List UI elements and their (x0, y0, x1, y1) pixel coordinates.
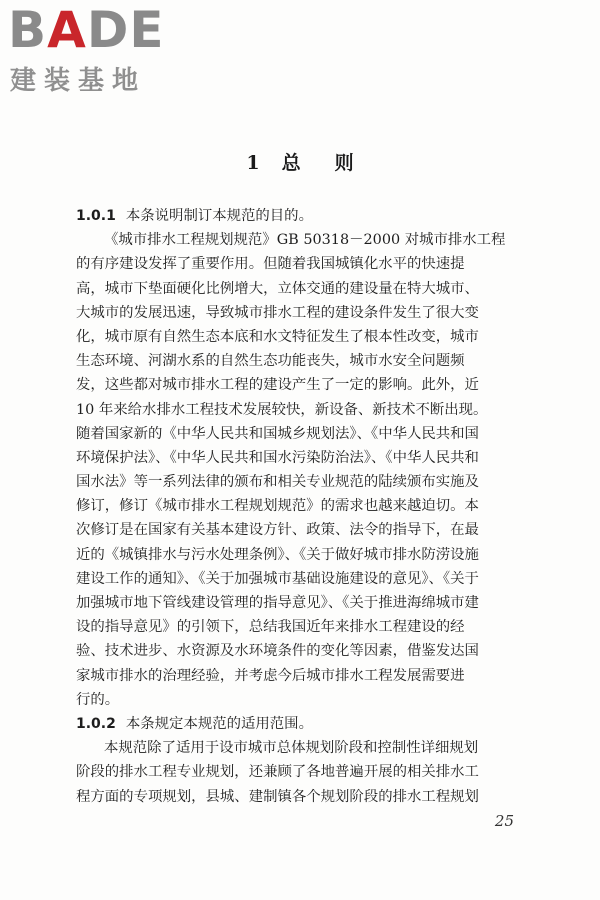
paragraph-line: 建设工作的通知》、《关于加强城市基础设施建设的意见》、《关于 (76, 570, 479, 587)
paragraph-line: 阶段的排水工程专业规划，还兼顾了各地普遍开展的相关排水工 (76, 764, 479, 781)
paragraph-line: 随着国家新的《中华人民共和国城乡规划法》、《中华人民共和国 (76, 425, 479, 442)
body-text (76, 204, 546, 809)
bade-logo (8, 1, 178, 96)
chapter-title (0, 148, 600, 175)
paragraph-line: 的有序建设发挥了重要作用。但随着我国城镇化水平的快速提 (76, 256, 465, 273)
paragraph-line: 程方面的专项规划，县城、建制镇各个规划阶段的排水工程规划 (76, 788, 479, 805)
chapter-title-char-2: 则 (334, 152, 354, 174)
clause-number: 1.0.1 (76, 208, 116, 224)
paragraph-line: 次修订是在国家有关基本建设方针、政策、法令的指导下，在最 (76, 522, 479, 539)
paragraph-line: 近的《城镇排水与污水处理条例》、《关于做好城市排水防涝设施 (76, 546, 479, 563)
paragraph-line: 《城市排水工程规划规范》GB 50318－2000 对城市排水工程 (104, 232, 506, 249)
paragraph-line: 发，这些都对城市排水工程的建设产生了一定的影响。此外，近 (76, 377, 479, 394)
clause-heading (76, 204, 546, 228)
clause-number: 1.0.2 (76, 715, 116, 732)
paragraph-line: 设的指导意见》的引领下，总结我国近年来排水工程建设的经 (76, 619, 465, 636)
paragraph-line: 修订，修订《城市排水工程规划规范》的需求也越来越迫切。本 (76, 498, 479, 515)
paragraph-line: 家城市排水的治理经验，并考虑今后城市排水工程发展需要进 (76, 667, 465, 684)
paragraph-line: 本规范除了适用于设市城市总体规划阶段和控制性详细规划 (104, 740, 479, 757)
logo-wordmark: BADE (8, 1, 165, 59)
paragraph-line: 验、技术进步、水资源及水环境条件的变化等因素，借鉴发达国 (76, 643, 479, 660)
paragraph-line: 生态环境、河湖水系的自然生态功能丧失，城市水安全问题频 (76, 353, 465, 370)
clause-heading (76, 712, 546, 736)
chapter-number: 1 (246, 152, 260, 174)
paragraph-line: 行的。 (76, 691, 120, 708)
paragraph-line: 化，城市原有自然生态本底和水文特征发生了根本性改变，城市 (76, 328, 479, 345)
clause-heading-text: 本条说明制订本规范的目的。 (125, 208, 313, 224)
paragraph-line: 10 年来给水排水工程技术发展较快，新设备、新技术不断出现。 (76, 401, 488, 418)
paragraph-line: 环境保护法》、《中华人民共和国水污染防治法》、《中华人民共和 (76, 449, 479, 466)
page-number: 25 (494, 812, 514, 830)
chapter-title-char-1: 总 (281, 152, 301, 174)
paragraph-line: 国水法》等一系列法律的颁布和相关专业规范的陆续颁布实施及 (76, 474, 479, 491)
logo-subtitle: 建装基地 (10, 66, 147, 96)
clause-heading-text: 本条规定本规范的适用范围。 (125, 715, 313, 732)
paragraph-line: 大城市的发展迅速，导致城市排水工程的建设条件发生了很大变 (76, 304, 479, 321)
paragraph-line: 加强城市地下管线建设管理的指导意见》、《关于推进海绵城市建 (76, 595, 479, 611)
paragraph-line: 高，城市下垫面硬化比例增大，立体交通的建设量在特大城市、 (76, 280, 479, 297)
